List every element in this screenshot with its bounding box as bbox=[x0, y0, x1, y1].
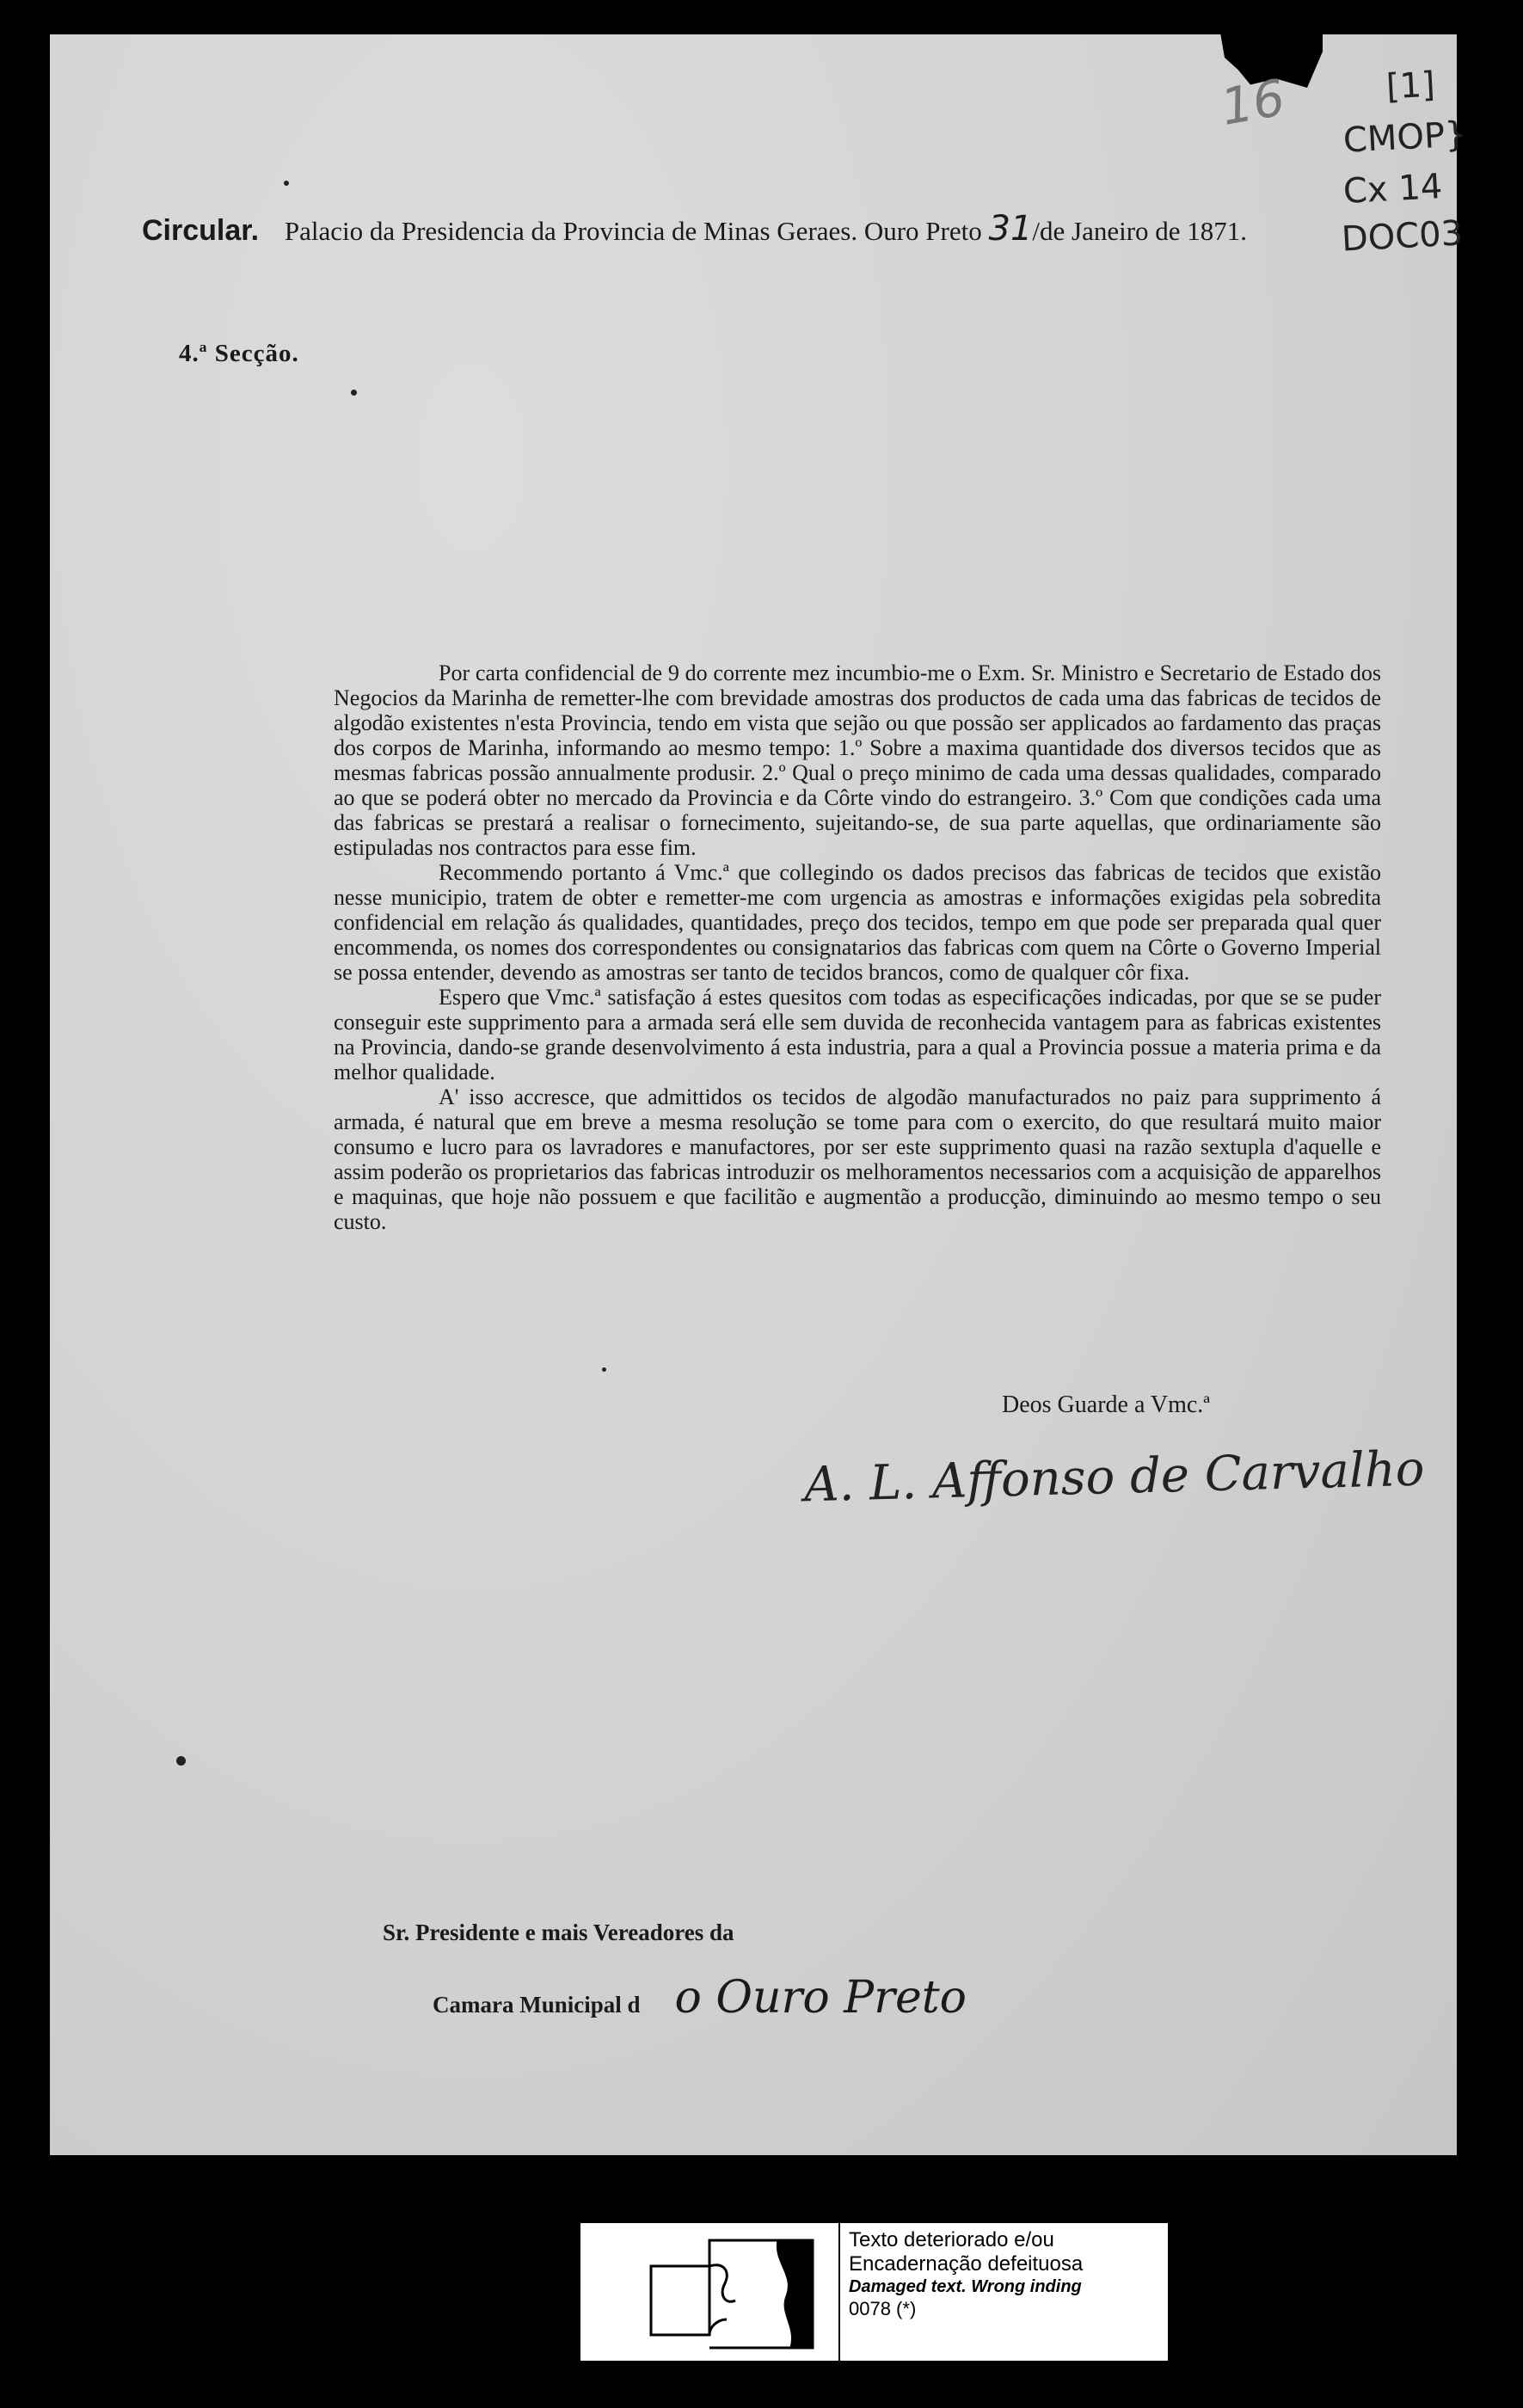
archive-ref-3: Cx 14 bbox=[1342, 167, 1444, 212]
ink-speck bbox=[284, 181, 289, 186]
address-line-1: Sr. Presidente e mais Vereadores da bbox=[383, 1920, 734, 1945]
ink-speck bbox=[351, 390, 357, 396]
body-paragraph-3: Espero que Vmc.ª satisfação á estes quesitos com todas as especificações indicadas, por que se se puder conseguir este supprimento para a armada será elle sem duvida de reconhecida vantagem para as fabricas existentes na Provincia, dando-se grande desenvolvimento á esta industria, para a qual a Provincia possue a materia prima e da melhor qualidade. bbox=[334, 985, 1381, 1084]
letter-header bbox=[142, 209, 1247, 249]
address-printed: Camara Municipal d bbox=[433, 1992, 641, 2018]
closing-salutation: Deos Guarde a Vmc.ª bbox=[1002, 1391, 1211, 1418]
body-paragraph-2: Recommendo portanto á Vmc.ª que collegindo os dados precisos das fabricas de tecidos que existão nesse municipio, tratem de obter e remetter-me com urgencia as amostras e informações exigidas pela sobredita confidencial em relação ás qualidades, quantidades, preço dos tecidos, tempo em que pode ser preparada qual quer encommenda, os nomes dos correspondentes ou consignatarios das fabricas com quem na Côrte o Governo Imperial se possa entender, devendo as amostras ser tanto de tecidos brancos, como de qualquer côr fixa. bbox=[334, 860, 1381, 985]
damage-en-line: Damaged text. Wrong inding bbox=[849, 2277, 1082, 2296]
body-paragraph-4: A' isso accresce, que admittidos os tecidos de algodão manufacturados no paiz para supprimento á armada, é natural que em breve a mesma resolução se tome para com o exercito, do que resultará muito maior consumo e lucro para os lavradores e manufactores, por ser este supprimento quasi na razão sextupla d'aquelle e assim poderão os proprietarios das fabricas introduzir os melhoramentos necessarios com a acquisição de apparelhos e maquinas, que hoje não possuem e que facilitão e augmentão a producção, diminuindo ao mesmo tempo o seu custo. bbox=[334, 1084, 1381, 1234]
damage-code: 0078 (*) bbox=[849, 2298, 917, 2319]
damage-label-text bbox=[849, 2228, 1083, 2321]
header-date: /de Janeiro de 1871. bbox=[1032, 216, 1248, 246]
page-number: 16 bbox=[1216, 68, 1290, 137]
address-line-2 bbox=[433, 1972, 967, 2024]
address-handwritten: o Ouro Preto bbox=[674, 1972, 967, 2024]
archive-ref-1: [1] bbox=[1385, 64, 1436, 108]
damage-label bbox=[579, 2221, 1170, 2362]
handwritten-day: 31 bbox=[988, 209, 1033, 249]
signature: A. L. Affonso de Carvalho bbox=[803, 1440, 1426, 1514]
damaged-book-icon bbox=[580, 2223, 840, 2361]
damage-pt-line-1: Texto deteriorado e/ou bbox=[849, 2228, 1054, 2251]
letter-body bbox=[334, 660, 1381, 1234]
body-paragraph-1: Por carta confidencial de 9 do corrente mez incumbio-me o Exm. Sr. Ministro e Secretario de Estado dos Negocios da Marinha de remetter-lhe com brevidade amostras dos productos de cada uma das fabricas de tecidos de algodão existentes n'esta Provincia, tendo em vista que sejão ou que possão ser applicados ao fardamento das praças dos corpos de Marinha, informando ao mesmo tempo: 1.º Sobre a maxima quantidade dos diversos tecidos que as mesmas fabricas possão annualmente produsir. 2.º Qual o preço minimo de cada uma dessas qualidades, comparado ao que se poderá obter no mercado da Provincia e da Côrte vindo do estrangeiro. 3.º Com que condições cada uma das fabricas se prestará a realisar o fornecimento, sujeitando-se, de sua parte aquellas, que ordinariamente são estipuladas nos contractos para esse fim. bbox=[334, 660, 1381, 860]
ink-speck bbox=[176, 1756, 186, 1766]
section-label: 4.ª Secção. bbox=[179, 340, 299, 367]
ink-speck bbox=[602, 1367, 606, 1372]
header-place: Palacio da Presidencia da Provincia de Minas Geraes. Ouro Preto bbox=[284, 216, 982, 246]
archive-ref-4: DOC03 bbox=[1340, 213, 1465, 260]
archive-ref-2: CMOP} bbox=[1342, 114, 1468, 161]
circular-label: Circular. bbox=[142, 214, 260, 247]
damage-pt-line-2: Encadernação defeituosa bbox=[849, 2252, 1084, 2276]
